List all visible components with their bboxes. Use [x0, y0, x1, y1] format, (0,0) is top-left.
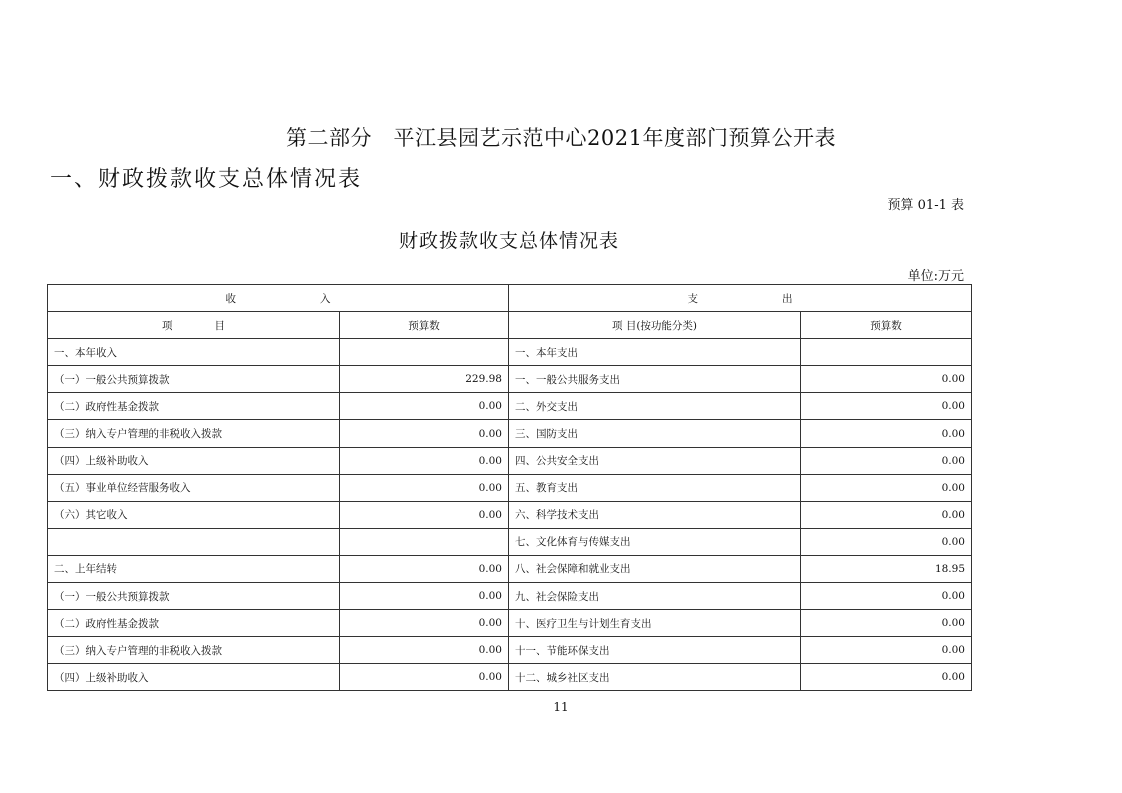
column-header-row: [48, 312, 972, 339]
expense-item-cell: 二、外交支出: [509, 393, 801, 420]
expense-item-cell: 九、社会保险支出: [509, 583, 801, 610]
expense-value-cell: 0.00: [801, 528, 972, 555]
expense-value-cell: [801, 339, 972, 366]
table-row: [48, 528, 972, 555]
table-row: [48, 555, 972, 582]
expense-item-cell: 八、社会保障和就业支出: [509, 555, 801, 582]
expense-item-cell: 一、一般公共服务支出: [509, 366, 801, 393]
income-item-cell: （四）上级补助收入: [48, 447, 340, 474]
income-value-cell: 0.00: [340, 637, 509, 664]
income-item-cell: （六）其它收入: [48, 501, 340, 528]
expense-value-cell: 0.00: [801, 610, 972, 637]
expense-header: 支 出: [509, 285, 972, 312]
expense-item-cell: 七、文化体育与传媒支出: [509, 528, 801, 555]
income-value-cell: 0.00: [340, 583, 509, 610]
unit-label: 单位:万元: [907, 269, 964, 284]
income-value-cell: 0.00: [340, 393, 509, 420]
income-value-cell: 0.00: [340, 610, 509, 637]
expense-item-cell: 十一、节能环保支出: [509, 637, 801, 664]
expense-value-cell: 0.00: [801, 583, 972, 610]
table-row: [48, 637, 972, 664]
table-row: [48, 420, 972, 447]
section-title: 一、财政拨款收支总体情况表: [50, 167, 363, 192]
income-value-cell: [340, 528, 509, 555]
income-value-cell: [340, 339, 509, 366]
income-item-cell: （三）纳入专户管理的非税收入拨款: [48, 420, 340, 447]
income-value-cell: 0.00: [340, 664, 509, 691]
table-row: [48, 366, 972, 393]
income-value-cell: 0.00: [340, 420, 509, 447]
table-row: [48, 393, 972, 420]
table-row: [48, 501, 972, 528]
expense-value-cell: 0.00: [801, 664, 972, 691]
table-row: [48, 447, 972, 474]
page-number: 11: [553, 700, 569, 714]
expense-item-cell: 四、公共安全支出: [509, 447, 801, 474]
table-title: 财政拨款收支总体情况表: [398, 230, 619, 252]
expense-item-cell: 十二、城乡社区支出: [509, 664, 801, 691]
expense-value-cell: 0.00: [801, 393, 972, 420]
col-budget-header: 预算数: [801, 312, 972, 339]
expense-item-cell: 三、国防支出: [509, 420, 801, 447]
income-item-cell: （四）上级补助收入: [48, 664, 340, 691]
income-item-cell: （一）一般公共预算拨款: [48, 583, 340, 610]
col-item-header: 项 目: [48, 312, 340, 339]
col-budget-header: 预算数: [340, 312, 509, 339]
table-row: [48, 664, 972, 691]
col-function-item-header: 项 目(按功能分类): [509, 312, 801, 339]
expense-value-cell: 0.00: [801, 501, 972, 528]
expense-item-cell: 六、科学技术支出: [509, 501, 801, 528]
part-title: 第二部分 平江县园艺示范中心2021年度部门预算公开表: [286, 126, 836, 150]
table-row: [48, 610, 972, 637]
income-item-cell: [48, 528, 340, 555]
income-item-cell: 二、上年结转: [48, 555, 340, 582]
table-header-row: [48, 285, 972, 312]
expense-value-cell: 0.00: [801, 447, 972, 474]
income-value-cell: 0.00: [340, 447, 509, 474]
budget-table: [47, 284, 972, 691]
income-value-cell: 229.98: [340, 366, 509, 393]
income-item-cell: 一、本年收入: [48, 339, 340, 366]
expense-value-cell: 0.00: [801, 474, 972, 501]
income-item-cell: （五）事业单位经营服务收入: [48, 474, 340, 501]
expense-value-cell: 0.00: [801, 366, 972, 393]
expense-value-cell: 0.00: [801, 637, 972, 664]
income-item-cell: （一）一般公共预算拨款: [48, 366, 340, 393]
expense-item-cell: 十、医疗卫生与计划生育支出: [509, 610, 801, 637]
income-value-cell: 0.00: [340, 474, 509, 501]
income-value-cell: 0.00: [340, 555, 509, 582]
expense-item-cell: 五、教育支出: [509, 474, 801, 501]
expense-value-cell: 0.00: [801, 420, 972, 447]
income-header: 收 入: [48, 285, 509, 312]
expense-item-cell: 一、本年支出: [509, 339, 801, 366]
income-item-cell: （二）政府性基金拨款: [48, 393, 340, 420]
expense-value-cell: 18.95: [801, 555, 972, 582]
table-row: [48, 474, 972, 501]
income-item-cell: （二）政府性基金拨款: [48, 610, 340, 637]
income-value-cell: 0.00: [340, 501, 509, 528]
table-row: [48, 583, 972, 610]
table-row: [48, 339, 972, 366]
table-code: 预算 01-1 表: [887, 198, 964, 213]
income-item-cell: （三）纳入专户管理的非税收入拨款: [48, 637, 340, 664]
